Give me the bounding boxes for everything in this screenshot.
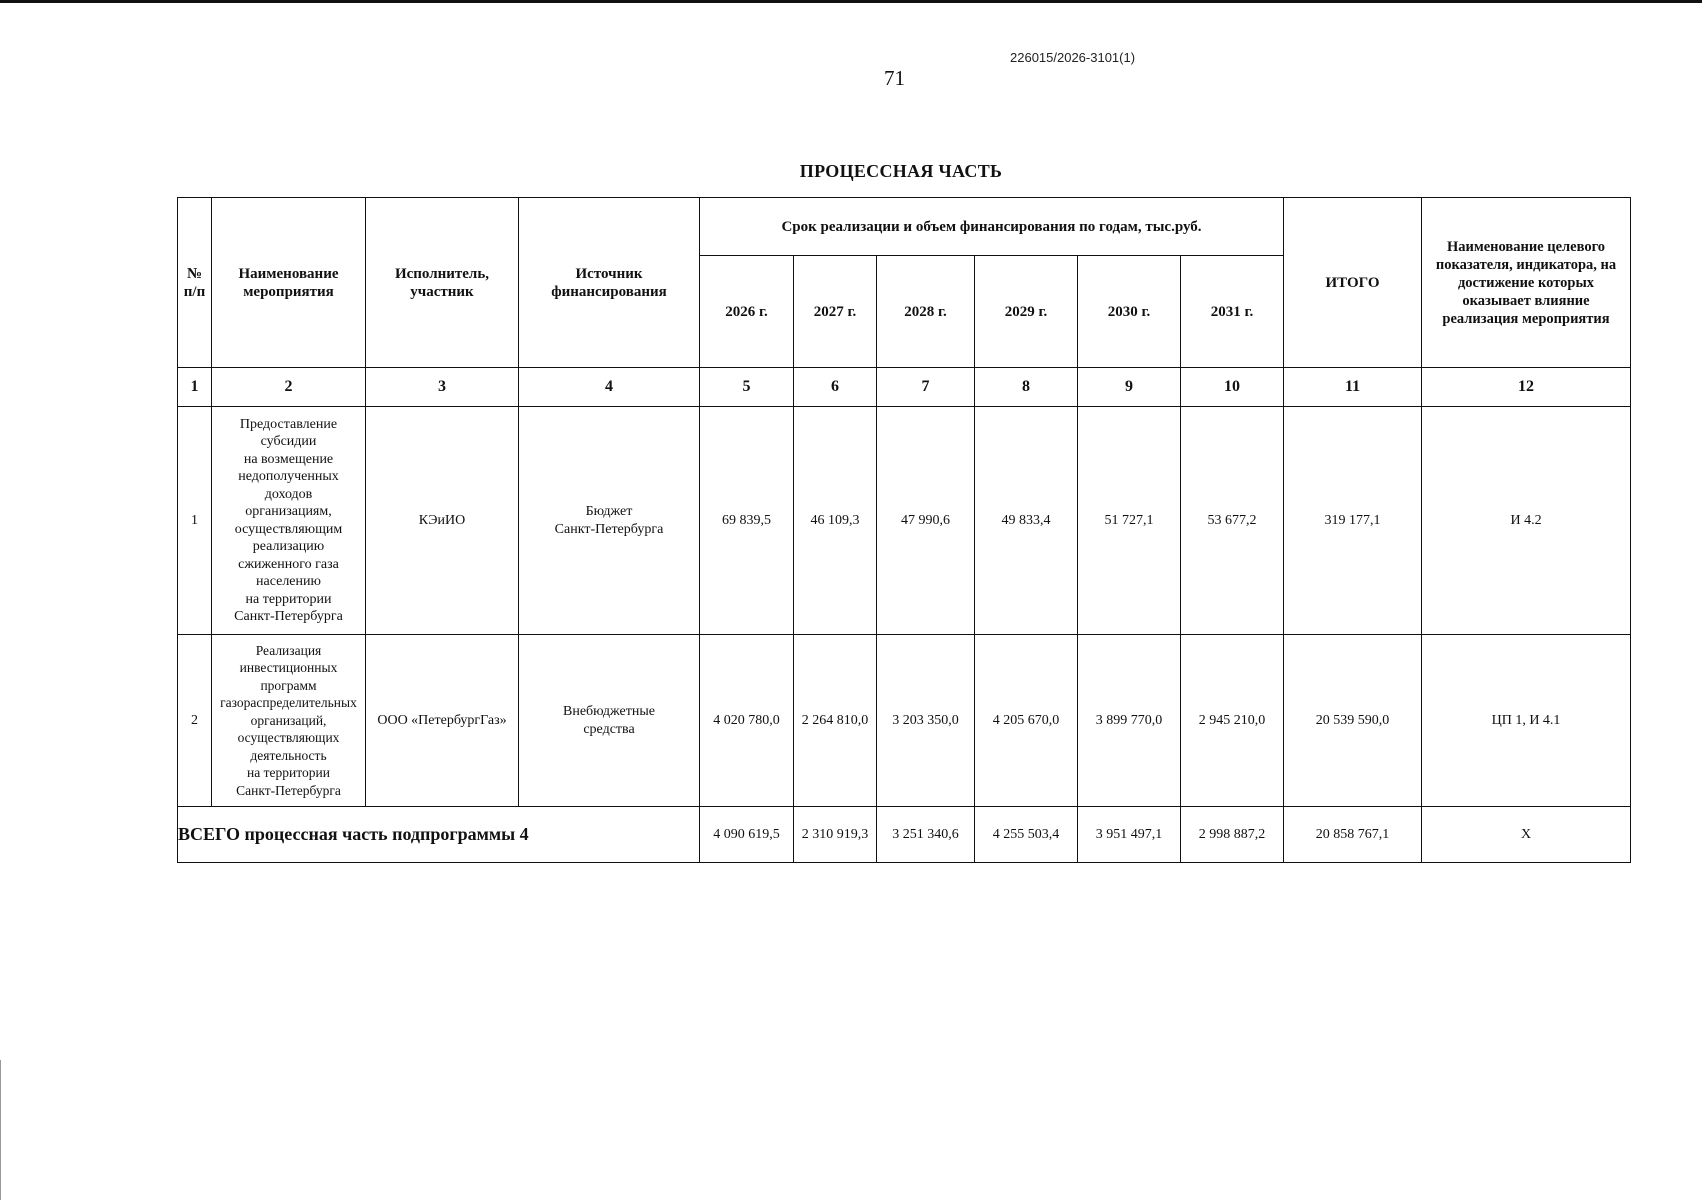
row-num: 2	[178, 635, 212, 807]
column-number: 1	[178, 368, 212, 407]
table-row	[178, 407, 1631, 635]
column-number: 3	[366, 368, 519, 407]
header-year-2026: 2026 г.	[700, 256, 794, 368]
row-indicator: И 4.2	[1422, 407, 1631, 635]
total-indicator: Х	[1422, 807, 1631, 863]
column-number: 8	[975, 368, 1078, 407]
row-executor: КЭиИО	[366, 407, 519, 635]
header-period-group: Срок реализации и объем финансирования по годам, тыс.руб.	[700, 198, 1284, 256]
row-executor: ООО «ПетербургГаз»	[366, 635, 519, 807]
row-source: Бюджет Санкт-Петербурга	[519, 407, 700, 635]
header-year-2027: 2027 г.	[794, 256, 877, 368]
row-name: Реализация инвестиционных программ газораспределительных организаций, осуществляющих деятельность на территории Санкт-Петербурга	[212, 635, 366, 807]
total-row-label: ВСЕГО процессная часть подпрограммы 4	[178, 807, 700, 863]
total-value-2027: 2 310 919,3	[794, 807, 877, 863]
header-num: № п/п	[178, 198, 212, 368]
row-name: Предоставление субсидии на возмещение недополученных доходов организациям, осуществляющим реализацию сжиженного газа населению на территории Санкт-Петербурга	[212, 407, 366, 635]
header-year-2031: 2031 г.	[1181, 256, 1284, 368]
header-name: Наименование мероприятия	[212, 198, 366, 368]
row-indicator: ЦП 1, И 4.1	[1422, 635, 1631, 807]
row-value-2026: 69 839,5	[700, 407, 794, 635]
row-value-2028: 47 990,6	[877, 407, 975, 635]
row-total: 20 539 590,0	[1284, 635, 1422, 807]
row-value-2029: 4 205 670,0	[975, 635, 1078, 807]
column-number: 7	[877, 368, 975, 407]
row-value-2027: 46 109,3	[794, 407, 877, 635]
header-year-2029: 2029 г.	[975, 256, 1078, 368]
row-value-2030: 3 899 770,0	[1078, 635, 1181, 807]
row-value-2027: 2 264 810,0	[794, 635, 877, 807]
header-indicator: Наименование целевого показателя, индикатора, на достижение которых оказывает влияние реализация мероприятия	[1422, 198, 1631, 368]
column-numbers-row	[178, 368, 1631, 407]
column-number: 11	[1284, 368, 1422, 407]
page-title: ПРОЦЕССНАЯ ЧАСТЬ	[799, 161, 1003, 181]
row-source: Внебюджетные средства	[519, 635, 700, 807]
total-row	[178, 807, 1631, 863]
column-number: 9	[1078, 368, 1181, 407]
document-id: 226015/2026-3101(1)	[1010, 50, 1136, 65]
header-year-2030: 2030 г.	[1078, 256, 1181, 368]
row-value-2029: 49 833,4	[975, 407, 1078, 635]
total-value-2029: 4 255 503,4	[975, 807, 1078, 863]
header-total: ИТОГО	[1284, 198, 1422, 368]
header-executor: Исполнитель, участник	[366, 198, 519, 368]
total-value-2026: 4 090 619,5	[700, 807, 794, 863]
total-value-2030: 3 951 497,1	[1078, 807, 1181, 863]
row-value-2031: 2 945 210,0	[1181, 635, 1284, 807]
header-source: Источник финансирования	[519, 198, 700, 368]
column-number: 10	[1181, 368, 1284, 407]
row-value-2028: 3 203 350,0	[877, 635, 975, 807]
total-grand: 20 858 767,1	[1284, 807, 1422, 863]
total-value-2028: 3 251 340,6	[877, 807, 975, 863]
row-total: 319 177,1	[1284, 407, 1422, 635]
row-value-2031: 53 677,2	[1181, 407, 1284, 635]
header-year-2028: 2028 г.	[877, 256, 975, 368]
column-number: 2	[212, 368, 366, 407]
row-value-2026: 4 020 780,0	[700, 635, 794, 807]
table-row	[178, 635, 1631, 807]
column-number: 12	[1422, 368, 1631, 407]
column-number: 6	[794, 368, 877, 407]
column-number: 4	[519, 368, 700, 407]
row-num: 1	[178, 407, 212, 635]
row-value-2030: 51 727,1	[1078, 407, 1181, 635]
page-number: 71	[884, 66, 905, 90]
column-number: 5	[700, 368, 794, 407]
process-part-table	[177, 197, 1631, 863]
top-border-line	[0, 0, 1702, 3]
total-value-2031: 2 998 887,2	[1181, 807, 1284, 863]
scan-edge-mark	[0, 1060, 1, 1200]
